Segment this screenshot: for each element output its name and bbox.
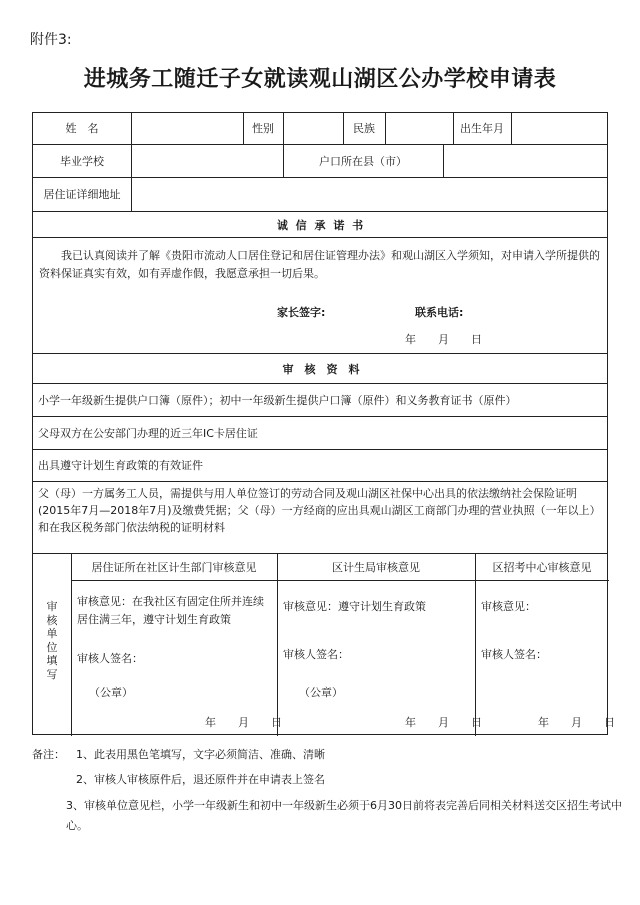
attachment-label: 附件3: bbox=[30, 32, 72, 48]
approval-side-label: 审核单位填写 bbox=[46, 600, 58, 681]
row-divider bbox=[33, 553, 607, 554]
approval-column-header: 居住证所在社区计生部门审核意见 bbox=[91, 561, 257, 574]
pledge-date: 年 月 日 bbox=[405, 333, 482, 346]
birth-date-label: 出生年月 bbox=[460, 122, 504, 135]
row-divider bbox=[33, 416, 607, 417]
note-item: 2、审核人审核原件后，退还原件并在申请表上签名 bbox=[76, 773, 325, 786]
row-divider bbox=[33, 353, 607, 354]
bureau-signer-label: 审核人签名： bbox=[283, 648, 349, 661]
graduation-school-label: 毕业学校 bbox=[60, 155, 104, 168]
parent-signature-label: 家长签字: bbox=[277, 306, 326, 319]
bureau-date: 年 月 日 bbox=[405, 716, 482, 729]
note-item: 3、审核单位意见栏，小学一年级新生和初中一年级新生必须于6月30日前将表完善后同相关材料送交区招生考试中心。 bbox=[66, 799, 622, 832]
hukou-county-label: 户口所在县（市） bbox=[319, 155, 407, 168]
phone-label: 联系电话: bbox=[415, 306, 464, 319]
row-divider bbox=[71, 580, 609, 581]
row-divider bbox=[33, 383, 607, 384]
pledge-text: 我已认真阅读并了解《贵阳市流动人口居住登记和居住证管理办法》和观山湖区入学须知，对申请入学所提供的资料保证真实有效，如有弄虚作假，我愿意承担一切后果。 bbox=[39, 249, 600, 280]
bureau-seal: （公章） bbox=[299, 686, 343, 699]
col-divider bbox=[283, 113, 284, 144]
community-opinion: 审核意见：在我社区有固定住所并连续居住满三年，遵守计划生育政策 bbox=[77, 595, 264, 626]
review-heading: 审 核 资 料 bbox=[282, 363, 360, 376]
community-date: 年 月 日 bbox=[205, 716, 282, 729]
col-divider bbox=[277, 553, 278, 736]
row-divider bbox=[33, 177, 607, 178]
exam-center-opinion: 审核意见： bbox=[481, 600, 536, 613]
application-form-table bbox=[32, 112, 615, 735]
row-divider bbox=[33, 211, 607, 212]
col-divider bbox=[475, 553, 476, 736]
notes-intro: 备注： bbox=[32, 748, 65, 761]
col-divider bbox=[443, 144, 444, 177]
col-divider bbox=[131, 113, 132, 211]
col-divider bbox=[71, 553, 72, 736]
approval-column-header: 区招考中心审核意见 bbox=[492, 561, 592, 574]
residence-address-label: 居住证详细地址 bbox=[43, 188, 121, 201]
pledge-heading: 诚 信 承 诺 书 bbox=[276, 219, 366, 232]
exam-center-date: 年 月 日 bbox=[538, 716, 615, 729]
community-signer-label: 审核人签名： bbox=[77, 652, 143, 665]
col-divider bbox=[385, 113, 386, 144]
row-divider bbox=[33, 144, 607, 145]
review-item: 父（母）一方属务工人员，需提供与用人单位签订的劳动合同及观山湖区社保中心出具的依法缴纳社会保险证明(2015年7月—2018年7月)及缴费凭据；父（母）一方经商的应出具观山湖区工商部门办理的营业执照（一年以上）和在我区税务部门依法纳税的证明材料 bbox=[38, 487, 601, 534]
review-item: 父母双方在公安部门办理的近三年IC卡居住证 bbox=[38, 427, 258, 440]
review-item: 小学一年级新生提供户口簿（原件）；初中一年级新生提供户口簿（原件）和义务教育证书（原件） bbox=[38, 394, 517, 407]
exam-center-signer-label: 审核人签名： bbox=[481, 648, 547, 661]
review-item: 出具遵守计划生育政策的有效证件 bbox=[38, 459, 203, 472]
gender-label: 性别 bbox=[252, 122, 274, 135]
community-seal: （公章） bbox=[89, 686, 133, 699]
name-label: 姓 名 bbox=[65, 122, 99, 135]
row-divider bbox=[33, 449, 607, 450]
row-divider bbox=[33, 237, 607, 238]
note-item: 1、此表用黑色笔填写，文字必须简洁、准确、清晰 bbox=[76, 748, 325, 761]
row-divider bbox=[33, 481, 607, 482]
bureau-opinion: 审核意见：遵守计划生育政策 bbox=[283, 600, 426, 613]
ethnicity-label: 民族 bbox=[353, 122, 375, 135]
approval-column-header: 区计生局审核意见 bbox=[332, 561, 420, 574]
col-divider bbox=[511, 113, 512, 144]
form-title: 进城务工随迁子女就读观山湖区公办学校申请表 bbox=[83, 66, 557, 92]
